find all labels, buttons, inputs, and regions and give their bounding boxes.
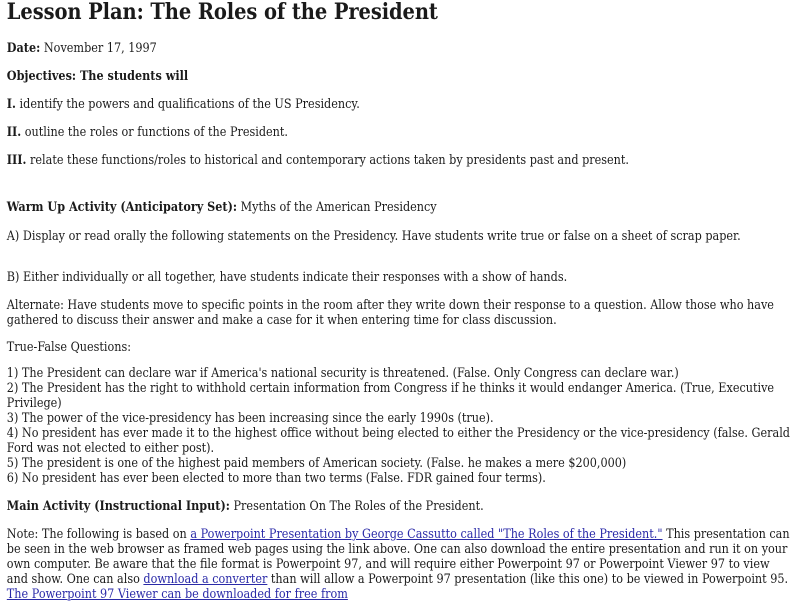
tf-question: 5) The president is one of the highest paid members of American society. (False. he makes a mere $200,000) [6,456,627,471]
note-text: than will allow a Powerpoint 97 presentation (like this one) to be viewed in Powerpoint 95. [267,572,789,587]
objective-number: I. [6,97,16,112]
objective-text: identify the powers and qualifications of the US Presidency. [19,97,360,112]
note-text: This presentation can be seen in the web browser as framed web pages using the link above. One can also download the entire presentation and run it on your own computer. Be aware that the file format is Powerpoint 97, and will require either Powerpoint 97 or Powerpoint Viewer 97 to view and show. One can also [6,527,790,587]
warmup-heading [7,200,794,215]
main-activity-label: Main Activity (Instructional Input): [6,499,230,514]
objective-text: outline the roles or functions of the President. [24,125,288,140]
date-line [7,41,794,56]
date-value: November 17, 1997 [43,41,157,56]
objective-item [7,97,794,112]
page-title: Lesson Plan: The Roles of the President [6,0,438,25]
objectives-heading [7,69,794,84]
warmup-title: Myths of the American Presidency [240,200,437,215]
warmup-label: Warm Up Activity (Anticipatory Set): [6,200,238,215]
true-false-heading: True-False Questions: [6,340,132,355]
objective-number: III. [6,153,27,168]
main-activity-title: Presentation On The Roles of the President. [233,499,484,514]
tf-question: 2) The President has the right to withhold certain information from Congress if he thinks it would endanger America. (True, Executive Privilege) [6,381,775,411]
download-converter-link[interactable]: download a converter [143,572,268,587]
warmup-alternate: Alternate: Have students move to specific points in the room after they write down their response to a question. Allow those who have gathered to discuss their answer and make a case for it when entering time for class discussion. [6,298,774,328]
tf-question: 4) No president has ever made it to the highest office without being elected to either the Presidency or the vice-presidency (false. Gerald Ford was not elected to either post). [6,426,790,456]
warmup-step-a: A) Display or read orally the following statements on the Presidency. Have students write true or false on a sheet of scrap paper. [6,229,741,244]
tf-question: 6) No president has ever been elected to more than two terms (False. FDR gained four terms). [6,471,546,486]
true-false-list [7,366,794,486]
objective-item [7,153,794,168]
date-label: Date: [6,41,41,56]
objective-number: II. [6,125,22,140]
warmup-step-b: B) Either individually or all together, have students indicate their responses with a show of hands. [6,270,568,285]
powerpoint-presentation-link[interactable]: a Powerpoint Presentation by George Cassutto called "The Roles of the President." [190,527,663,542]
objective-text: relate these functions/roles to historical and contemporary actions taken by presidents past and present. [30,153,629,168]
main-activity-heading [7,499,794,514]
objective-item [7,125,794,140]
tf-question: 3) The power of the vice-presidency has been increasing since the early 1990s (true). [6,411,494,426]
tf-question: 1) The President can declare war if America's national security is threatened. (False. Only Congress can declare war.) [6,366,679,381]
main-activity-note [7,527,794,602]
objectives-heading-text: Objectives: The students will [6,69,189,84]
powerpoint-viewer-link[interactable]: The Powerpoint 97 Viewer can be downloaded for free from [6,587,348,602]
note-text: Note: The following is based on [6,527,191,542]
